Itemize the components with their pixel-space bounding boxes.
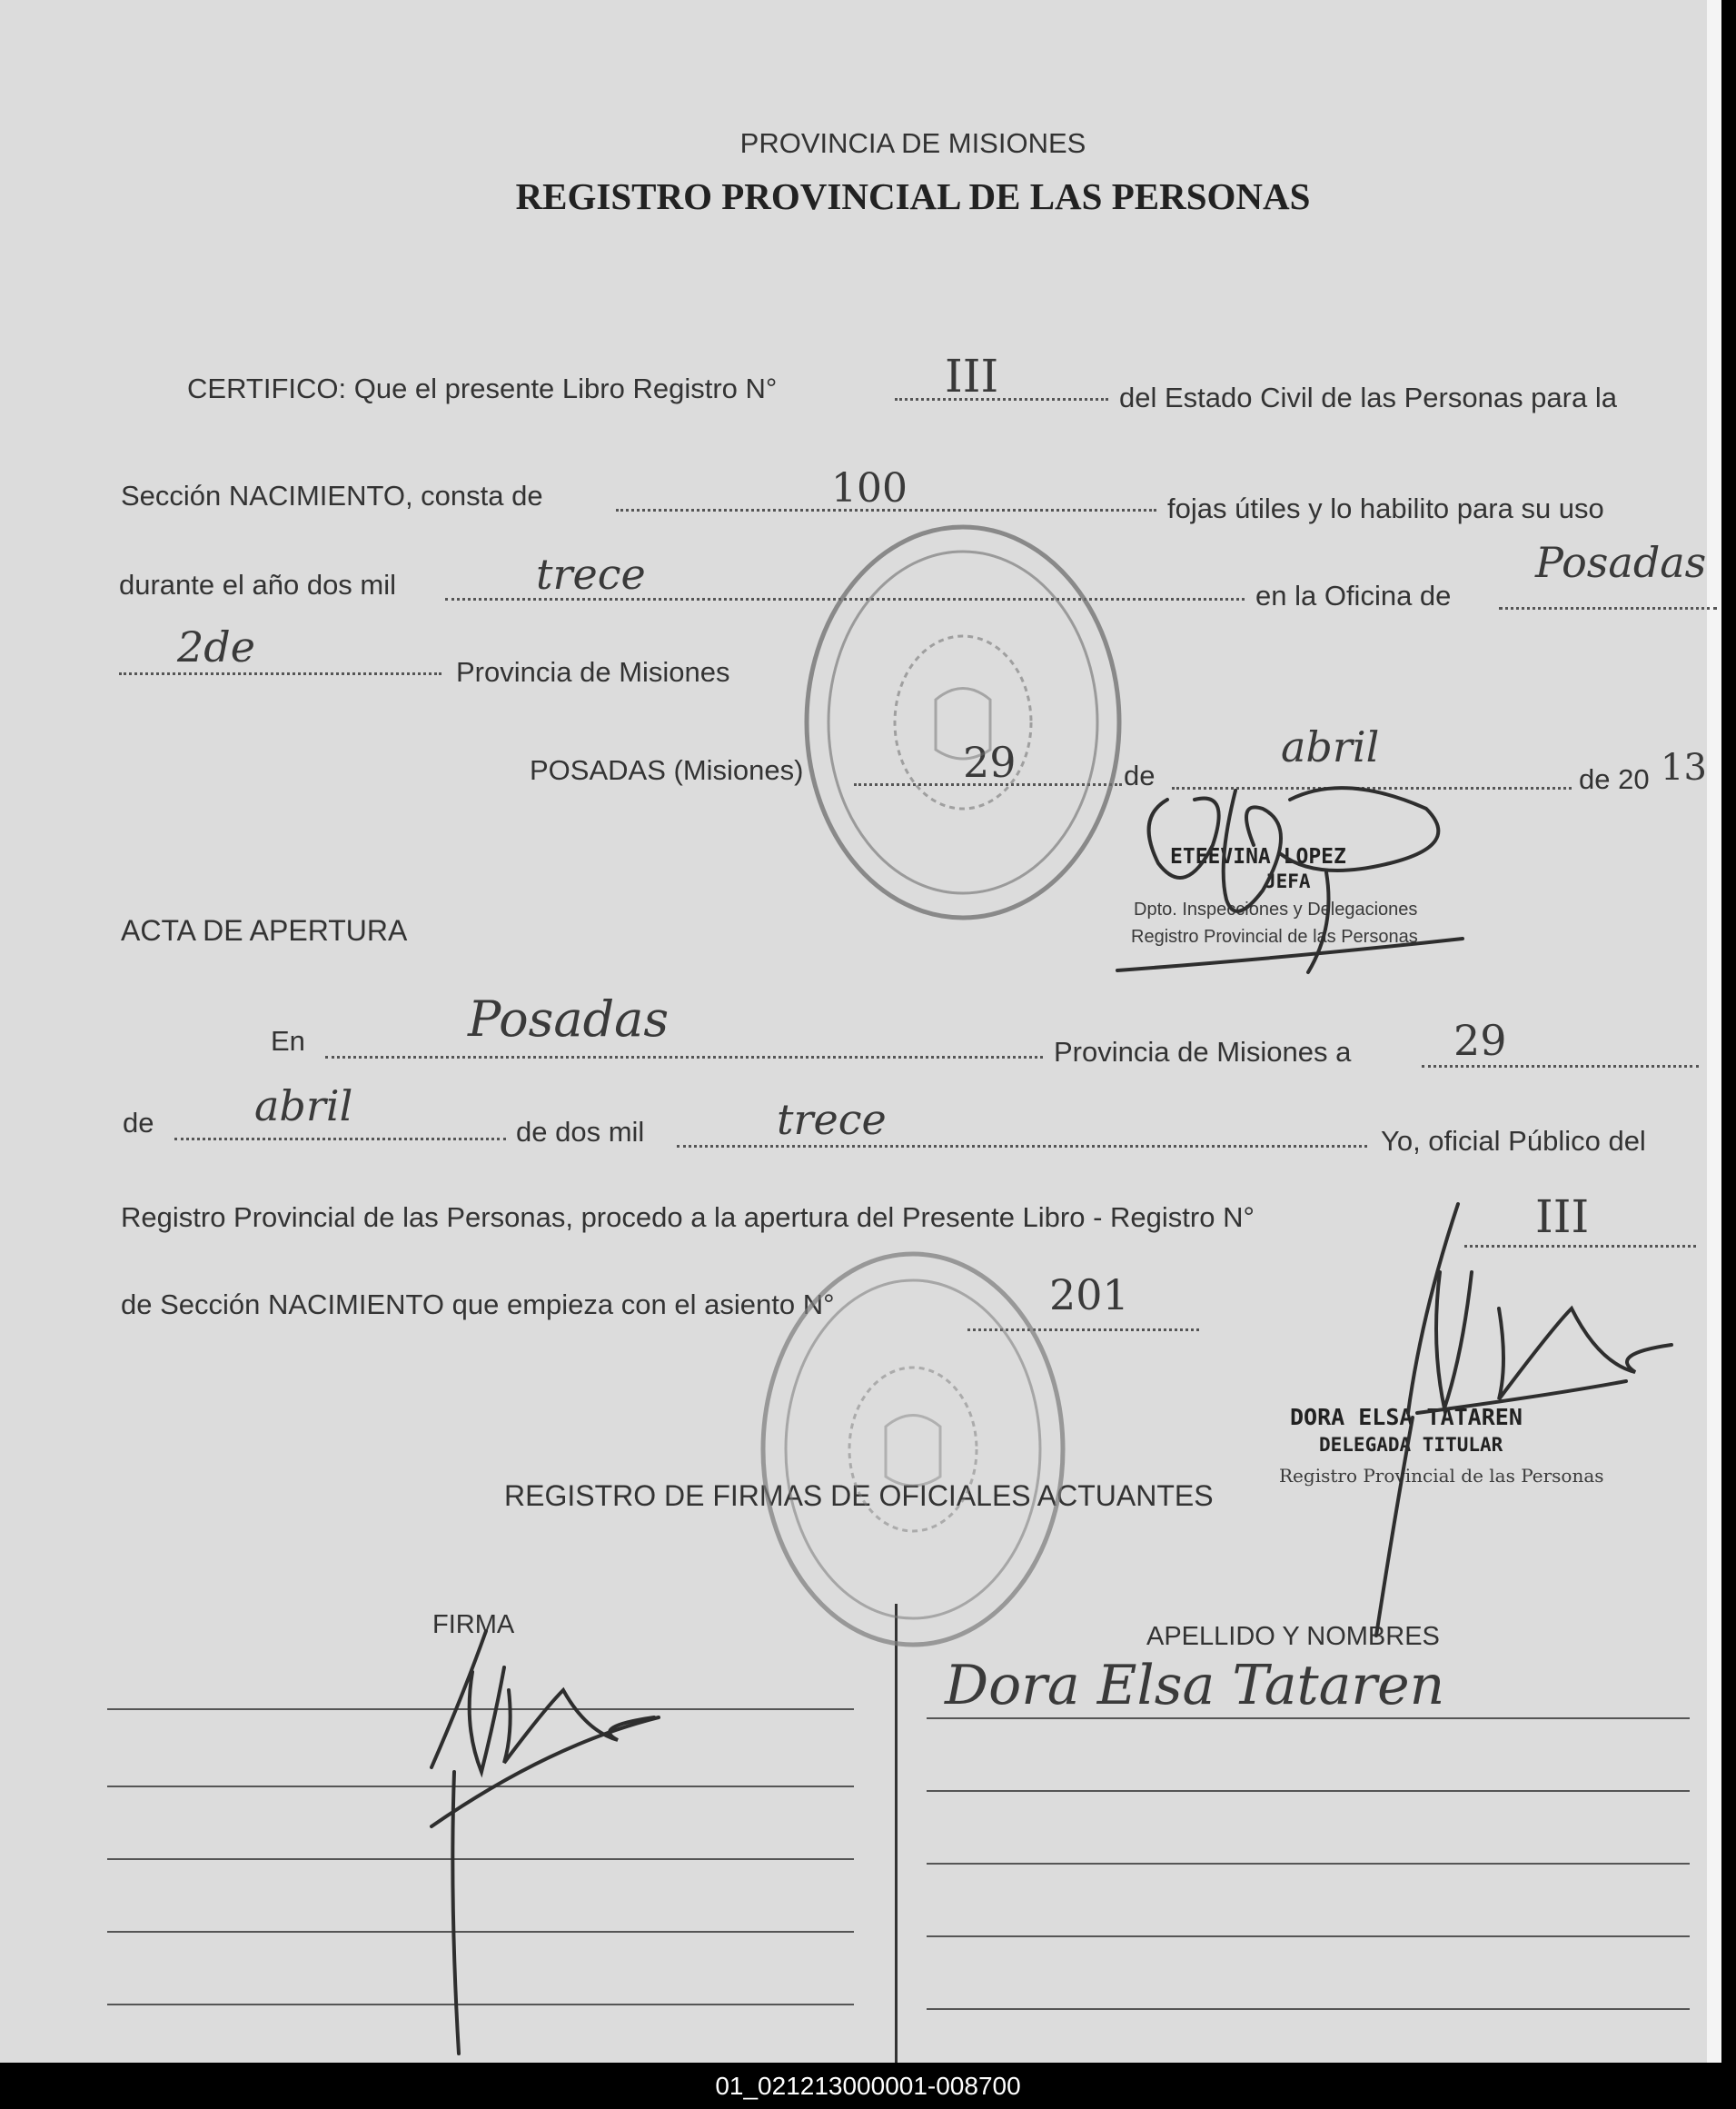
opening-year-handwritten: trece — [777, 1095, 887, 1144]
opening-day-handwritten: 29 — [1453, 1016, 1507, 1065]
office-cont-handwritten: 2de — [177, 622, 255, 671]
stamp2-name: DORA ELSA TATAREN — [1290, 1404, 1523, 1430]
year-words-handwritten: trece — [536, 550, 646, 599]
cert-line1-prefix: CERTIFICO: Que el presente Libro Registro N° — [187, 373, 778, 404]
stamp2-title: DELEGADA TITULAR — [1319, 1434, 1503, 1456]
entry-number-handwritten: 201 — [1049, 1270, 1129, 1319]
names-label: APELLIDO Y NOMBRES — [1146, 1622, 1440, 1651]
opening-de-label: de — [123, 1107, 154, 1139]
office-handwritten: Posadas — [1535, 538, 1707, 587]
official-label: Yo, oficial Público del — [1381, 1125, 1646, 1157]
en-label: En — [271, 1025, 305, 1057]
stamp1-line1: Dpto. Inspecciones y Delegaciones — [1134, 900, 1418, 920]
folios-handwritten: 100 — [831, 465, 908, 512]
cert-line1-suffix: del Estado Civil de las Personas para la — [1119, 382, 1617, 413]
cert-line3-suffix: en la Oficina de — [1255, 580, 1452, 612]
cert-line2-suffix: fojas útiles y lo habilito para su uso — [1167, 492, 1604, 524]
stamp1-line2: Registro Provincial de las Personas — [1131, 927, 1418, 947]
province-label: Provincia de Misiones a — [1054, 1036, 1352, 1068]
opening-place-handwritten: Posadas — [468, 990, 670, 1048]
signatures-heading: REGISTRO DE FIRMAS DE OFICIALES ACTUANTES — [504, 1479, 1214, 1512]
opening-month-handwritten: abril — [254, 1081, 353, 1130]
book-number-handwritten: III — [945, 350, 999, 403]
cert-line4-suffix: Provincia de Misiones — [456, 656, 730, 688]
official-seal-1 — [807, 527, 1119, 918]
signature-2-strokes — [1376, 1204, 1672, 1636]
signature-1-strokes — [1117, 788, 1463, 972]
place-date-prefix: POSADAS (Misiones) — [530, 754, 804, 786]
official-seal-2 — [763, 1254, 1063, 1645]
year-prefix: de 20 — [1579, 763, 1650, 795]
de-label: de — [1124, 760, 1156, 791]
signature-3-strokes — [432, 1631, 659, 2054]
opening-line3: Registro Provincial de las Personas, procedo a la apertura del Presente Libro - Registro N° — [121, 1201, 1255, 1233]
opening-heading: ACTA DE APERTURA — [121, 914, 408, 947]
name-entry-handwritten: Dora Elsa Tataren — [945, 1654, 1445, 1717]
cert-line2-prefix: Sección NACIMIENTO, consta de — [121, 480, 543, 512]
day-handwritten: 29 — [963, 738, 1017, 787]
dos-mil-label: de dos mil — [516, 1116, 645, 1148]
stamp2-line: Registro Provincial de las Personas — [1279, 1465, 1604, 1487]
stamp1-name: ETEEVINA LOPEZ — [1170, 845, 1346, 869]
opening-book-number-handwritten: III — [1535, 1190, 1590, 1243]
firma-label: FIRMA — [432, 1610, 515, 1639]
cert-line3-prefix: durante el año dos mil — [119, 569, 397, 601]
opening-line4-prefix: de Sección NACIMIENTO que empieza con el asiento N° — [121, 1288, 835, 1320]
footer-code: 01_021213000001-008700 — [715, 2072, 1021, 2100]
header-province: PROVINCIA DE MISIONES — [739, 127, 1086, 159]
header-registry: REGISTRO PROVINCIAL DE LAS PERSONAS — [515, 175, 1311, 217]
stamp1-title: JEFA — [1265, 870, 1311, 892]
month-handwritten: abril — [1281, 722, 1380, 771]
year-suffix-handwritten: 13 — [1661, 747, 1707, 789]
